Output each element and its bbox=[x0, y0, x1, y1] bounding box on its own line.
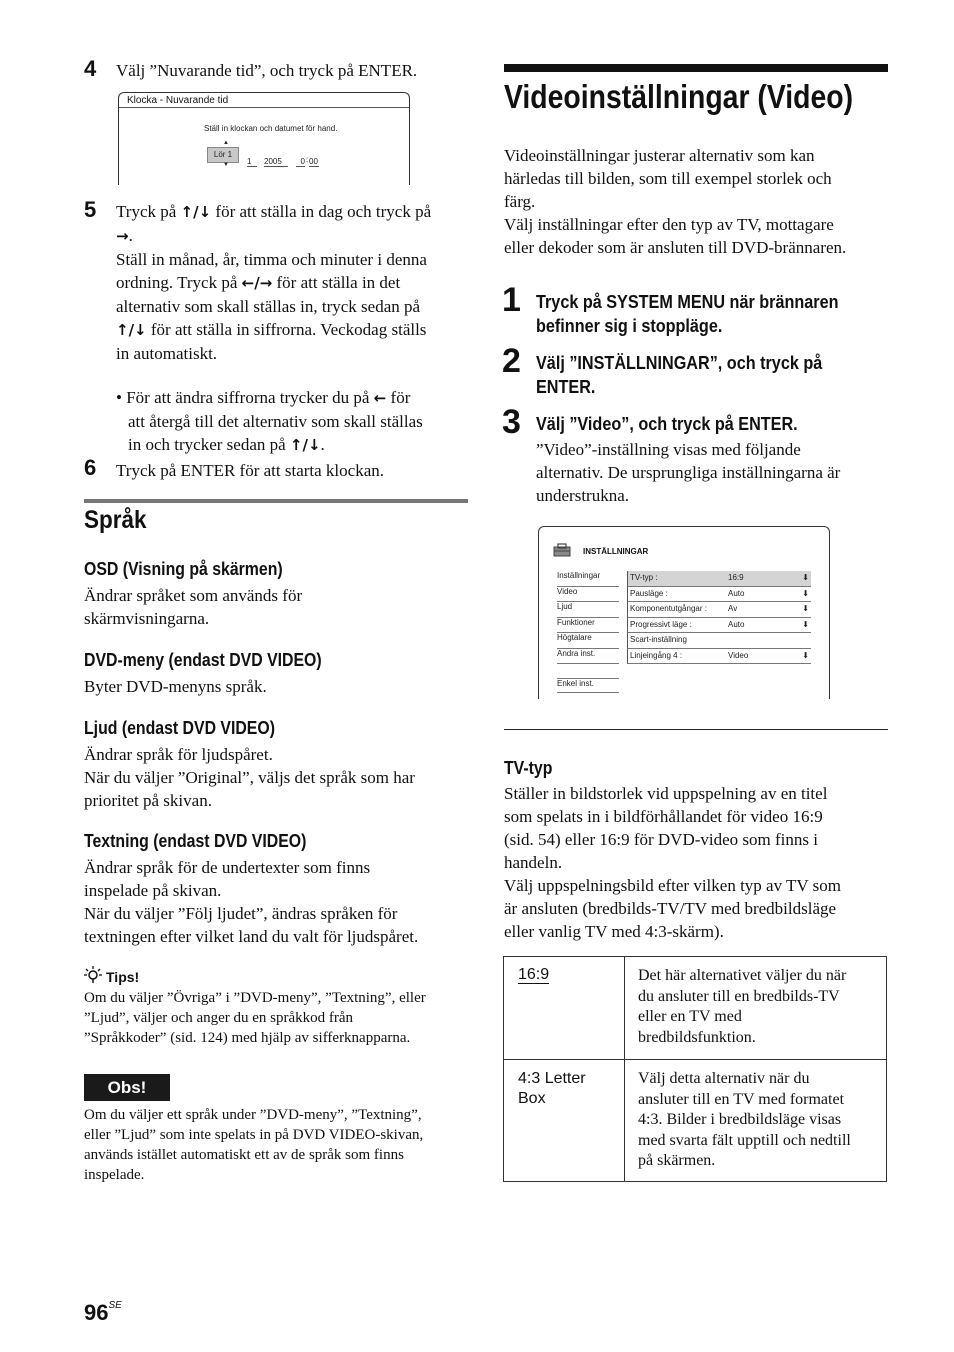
step5-bullet-line1b: för bbox=[386, 388, 411, 407]
tv-typ-options-table bbox=[503, 956, 887, 1182]
dropdown-arrow-icon[interactable]: ⬇ bbox=[802, 573, 809, 582]
clock-month-field[interactable]: 1 bbox=[247, 157, 257, 167]
opt1-line3: eller en TV med bbox=[638, 1008, 742, 1025]
step-3-heading: Välj ”Video”, och tryck på ENTER. bbox=[536, 414, 798, 434]
opt2-line5: på skärmen. bbox=[638, 1152, 716, 1169]
up-down-arrow-icon: ↑/↓ bbox=[289, 436, 321, 454]
step2-line1: Välj ”INSTÄLLNINGAR”, och tryck på bbox=[536, 353, 823, 373]
section-divider bbox=[504, 729, 888, 730]
tvtyp-line1: Ställer in bildstorlek vid uppspelning av en titel bbox=[504, 784, 828, 803]
obs-badge: Obs! bbox=[84, 1074, 170, 1101]
option-16-9: 16:9 bbox=[518, 966, 550, 983]
video-intro bbox=[504, 144, 846, 259]
dropdown-arrow-icon[interactable]: ⬇ bbox=[802, 588, 809, 598]
toolbox-icon bbox=[553, 543, 571, 557]
option-row-pauslage[interactable] bbox=[627, 587, 811, 603]
dvd-menu-description: Byter DVD-menyns språk. bbox=[84, 677, 267, 696]
step-2-text bbox=[536, 351, 822, 399]
opt2-line1: Välj detta alternativ när du bbox=[638, 1070, 810, 1087]
step-5-text: Tryck på ↑/↓ för att ställa in dag och tryck på →. Ställ in månad, år, timma och minuter i denna ordning. Tryck på ←/→ för att ställa in det alternativ som skall ställas in, tryck sedan på ↑/↓ för att ställa in siffrorna. Veckodag ställs in automatiskt. • För att ändra siffrorna trycker du på ← för att återgå till det alternativ som skall ställas in och trycker sedan på ↑/↓. bbox=[116, 200, 468, 457]
tips-text bbox=[84, 988, 426, 1048]
intro-line4: Välj inställningar efter den typ av TV, mottagare bbox=[504, 215, 834, 234]
obs-text bbox=[84, 1105, 423, 1185]
step5-bullet-line1a: För att ändra siffrorna trycker du på bbox=[126, 388, 374, 407]
option-label: Progressivt läge : bbox=[630, 619, 692, 629]
step5-line5: för att ställa in siffrorna. Veckodag ställs bbox=[146, 320, 427, 339]
page-number-value: 96 bbox=[84, 1300, 109, 1325]
dropdown-arrow-icon[interactable]: ⬇ bbox=[802, 604, 809, 613]
option-label: Pausläge : bbox=[630, 588, 668, 598]
tips-line2: ”Ljud”, väljer och anger du en språkkod från bbox=[84, 1010, 354, 1026]
right-arrow-icon: → bbox=[116, 227, 129, 245]
textning-line2: inspelade på skivan. bbox=[84, 881, 222, 900]
ljud-title: Ljud (endast DVD VIDEO) bbox=[84, 718, 275, 738]
opt2-line2: ansluter till en TV med formatet bbox=[638, 1090, 845, 1108]
option-row-scart-installning[interactable] bbox=[627, 633, 811, 649]
left-arrow-icon: ← bbox=[373, 389, 387, 407]
up-down-arrow-icon: ↑/↓ bbox=[180, 203, 212, 221]
left-right-arrow-icon: ←/→ bbox=[241, 274, 273, 292]
tips-label: Tips! bbox=[106, 969, 140, 985]
menu-item-funktioner[interactable]: Funktioner bbox=[557, 618, 619, 634]
osd-description bbox=[84, 584, 302, 630]
textning-description bbox=[84, 856, 418, 948]
opt1-line2: du ansluter till en bredbilds-TV bbox=[638, 987, 840, 1005]
step3-line1: ”Video”-inställning visas med följande bbox=[536, 440, 801, 459]
clock-title-divider bbox=[119, 107, 409, 108]
option-value: Auto bbox=[728, 588, 745, 598]
page-suffix: SE bbox=[108, 1300, 122, 1311]
tv-typ-title: TV-typ bbox=[504, 758, 553, 778]
obs-line1: Om du väljer ett språk under ”DVD-meny”, ”Textning”, bbox=[84, 1107, 422, 1123]
step-6-number: 6 bbox=[84, 455, 97, 480]
clock-screen bbox=[118, 92, 410, 185]
tvtyp-line2: som spelats in i bildförhållandet för video 16:9 bbox=[504, 807, 823, 826]
intro-line2: härledas till bilden, som till exempel storlek och bbox=[504, 169, 832, 188]
step-4-text: Välj ”Nuvarande tid”, och tryck på ENTER. bbox=[116, 61, 418, 80]
option-label: Komponentutgångar : bbox=[630, 604, 707, 613]
option-4-3-description bbox=[625, 1060, 887, 1182]
intro-line3: färg. bbox=[504, 192, 536, 211]
ljud-line2: När du väljer ”Original”, väljs det språk som har bbox=[84, 768, 415, 787]
step-1-text bbox=[536, 290, 838, 338]
tvtyp-line4: handeln. bbox=[504, 853, 563, 872]
dvd-menu-title: DVD-meny (endast DVD VIDEO) bbox=[84, 650, 322, 670]
option-label: TV-typ : bbox=[630, 573, 658, 582]
option-value: Auto bbox=[728, 619, 745, 629]
textning-line3: När du väljer ”Följ ljudet”, ändras språken för bbox=[84, 904, 398, 923]
clock-hour-field[interactable]: 0 bbox=[296, 157, 305, 167]
menu-item-video[interactable]: Video bbox=[557, 587, 619, 603]
step5-line1a: Tryck på bbox=[116, 202, 181, 221]
tvtyp-line5: Välj uppspelningsbild efter vilken typ av TV som bbox=[504, 876, 841, 895]
clock-up-arrow-icon: ▲ bbox=[223, 140, 229, 146]
settings-menu bbox=[557, 571, 619, 693]
option-label: Linjeingång 4 : bbox=[630, 650, 683, 660]
step3-line2: alternativ. De ursprungliga inställningarna är bbox=[536, 463, 841, 482]
ljud-line3: prioritet på skivan. bbox=[84, 791, 212, 810]
option-value: Av bbox=[728, 604, 738, 613]
sprak-heading: Språk bbox=[84, 506, 147, 534]
option-value: 16:9 bbox=[728, 573, 744, 582]
up-down-arrow-icon: ↑/↓ bbox=[116, 321, 147, 339]
tips-line3: ”Språkkoder” (sid. 124) med hjälp av sifferknapparna. bbox=[84, 1030, 411, 1046]
dropdown-arrow-icon[interactable]: ⬇ bbox=[802, 650, 809, 660]
dropdown-arrow-icon[interactable]: ⬇ bbox=[802, 619, 809, 629]
opt1-line4: bredbildsfunktion. bbox=[638, 1028, 756, 1046]
clock-screen-title: Klocka - Nuvarande tid bbox=[127, 95, 229, 106]
option-4-3-letterbox bbox=[504, 1060, 625, 1182]
settings-header: INSTÄLLNINGAR bbox=[583, 547, 649, 556]
step-2-number: 2 bbox=[502, 342, 521, 380]
step5-line3b: för att ställa in det bbox=[272, 273, 401, 292]
step3-line3: understrukna. bbox=[536, 486, 630, 505]
menu-item-hogtalare[interactable]: Högtalare bbox=[557, 633, 619, 649]
step5-line4: alternativ som skall ställas in, tryck sedan på bbox=[116, 297, 421, 316]
tvtyp-line3: (sid. 54) eller 16:9 för DVD-video som finns i bbox=[504, 830, 818, 849]
opt2-line3: 4:3. Bilder i bredbildsläge visas bbox=[638, 1111, 842, 1128]
lightbulb-icon bbox=[84, 966, 102, 986]
step1-line2: befinner sig i stoppläge. bbox=[536, 316, 723, 336]
menu-item-andra-inst[interactable]: Andra inst. bbox=[557, 649, 619, 665]
step-4-number: 4 bbox=[84, 56, 97, 81]
obs-line4: inspelade. bbox=[84, 1167, 145, 1183]
menu-item-installningar[interactable]: Inställningar bbox=[557, 571, 619, 587]
textning-title: Textning (endast DVD VIDEO) bbox=[84, 831, 307, 851]
step-3-text bbox=[536, 438, 840, 507]
tips-header bbox=[84, 966, 139, 987]
opt2-line4: med svarta fält upptill och nedtill bbox=[638, 1131, 851, 1149]
osd-line2: skärmvisningarna. bbox=[84, 609, 210, 628]
opt2-label-line1: 4:3 Letter bbox=[518, 1070, 586, 1087]
option-row-komponentutgangar[interactable] bbox=[627, 602, 811, 618]
opt1-line1: Det här alternativet väljer du när bbox=[638, 967, 847, 984]
step-5-number: 5 bbox=[84, 197, 97, 222]
option-cell bbox=[504, 957, 625, 1060]
title-rule bbox=[504, 64, 888, 72]
option-row-progressivt-lage[interactable] bbox=[627, 618, 811, 634]
intro-line1: Videoinställningar justerar alternativ som kan bbox=[504, 146, 815, 165]
option-label: Scart-inställning bbox=[630, 635, 687, 644]
tv-typ-description bbox=[504, 782, 841, 943]
osd-title: OSD (Visning på skärmen) bbox=[84, 559, 283, 579]
tips-line1: Om du väljer ”Övriga” i ”DVD-meny”, ”Textning”, eller bbox=[84, 990, 426, 1006]
settings-options bbox=[627, 571, 811, 664]
section-rule bbox=[84, 499, 468, 503]
step5-line6: in automatiskt. bbox=[116, 344, 218, 363]
clock-year-field[interactable]: 2005 bbox=[264, 157, 288, 167]
option-16-9-description bbox=[625, 957, 887, 1060]
page-number bbox=[84, 1300, 122, 1326]
clock-down-arrow-icon: ▼ bbox=[223, 162, 229, 168]
osd-line1: Ändrar språket som används för bbox=[84, 586, 303, 605]
step5-line2: Ställ in månad, år, timma och minuter i denna bbox=[116, 250, 427, 269]
table-row bbox=[504, 1060, 887, 1182]
step5-line1b: för att ställa in dag och tryck på bbox=[211, 202, 432, 221]
tvtyp-line7: eller vanlig TV med 4:3-skärm). bbox=[504, 922, 724, 941]
textning-line4: textningen efter vilket land du valt för ljudspåret. bbox=[84, 927, 419, 946]
table-row bbox=[504, 957, 887, 1060]
step-6-text: Tryck på ENTER för att starta klockan. bbox=[116, 461, 384, 480]
step5-bullet-line2: att återgå till det alternativ som skall ställas bbox=[128, 412, 423, 431]
intro-line5: eller dekoder som är ansluten till DVD-brännaren. bbox=[504, 238, 847, 257]
clock-minute-field[interactable]: 00 bbox=[309, 157, 318, 166]
option-value: Video bbox=[728, 650, 749, 660]
obs-line3: används istället automatiskt ett av de språk som finns bbox=[84, 1147, 404, 1163]
option-row-linjeingang-4[interactable] bbox=[627, 649, 811, 665]
textning-line1: Ändrar språk för de undertexter som finns bbox=[84, 858, 371, 877]
ljud-description bbox=[84, 743, 415, 812]
clock-separator: : bbox=[306, 155, 309, 164]
clock-day-field[interactable]: Lör 1 bbox=[207, 147, 239, 163]
obs-line2: eller ”Ljud” som inte spelats in på DVD VIDEO-skivan, bbox=[84, 1127, 424, 1143]
ljud-line1: Ändrar språk för ljudspåret. bbox=[84, 745, 273, 764]
video-title: Videoinställningar (Video) bbox=[504, 78, 854, 115]
tvtyp-line6: är ansluten (bredbilds-TV/TV med bredbildsläge bbox=[504, 899, 837, 918]
step-1-number: 1 bbox=[502, 281, 521, 319]
step5-line3a: ordning. Tryck på bbox=[116, 273, 242, 292]
option-row-tv-typ[interactable] bbox=[627, 571, 811, 587]
opt2-label-line2: Box bbox=[518, 1090, 546, 1107]
menu-item-ljud[interactable]: Ljud bbox=[557, 602, 619, 618]
step1-line1: Tryck på SYSTEM MENU när brännaren bbox=[536, 292, 839, 312]
menu-item-enkel-inst[interactable]: Enkel inst. bbox=[557, 678, 619, 693]
clock-instruction: Ställ in klockan och datumet för hand. bbox=[204, 124, 338, 133]
step2-line2: ENTER. bbox=[536, 377, 596, 397]
settings-screen bbox=[538, 526, 830, 699]
step-3-number: 3 bbox=[502, 403, 521, 441]
step5-bullet-line3: in och trycker sedan på bbox=[128, 435, 290, 454]
